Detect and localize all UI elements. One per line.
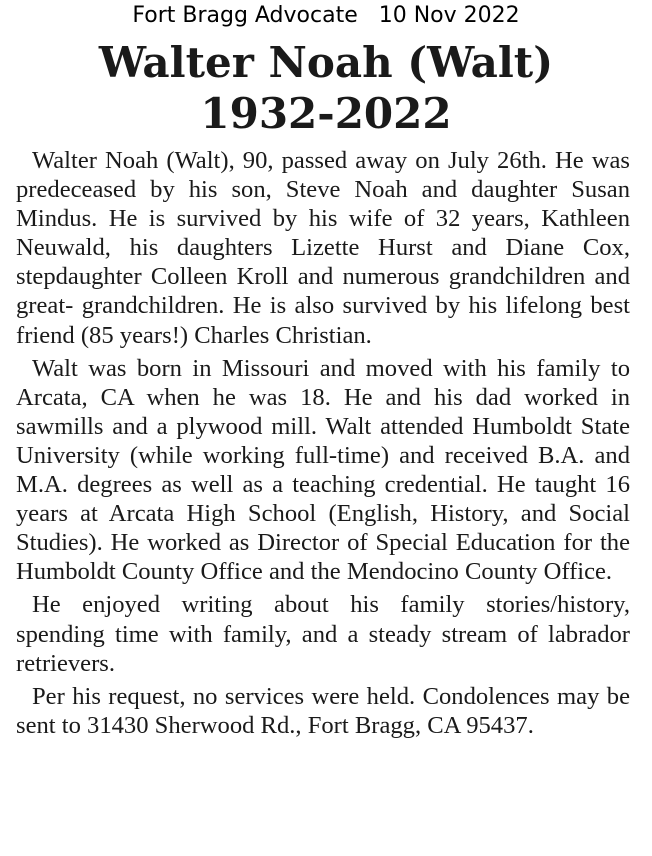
obituary-paragraph-career: Walt was born in Missouri and moved with his family to Arcata, CA when he was 18. He and his dad worked in sawmills and a plywood mill. Walt attended Humboldt State University (while working full-time) and received B.A. and M.A. degrees as well as a teaching credential. He taught 16 years at Arcata High School (English, History, and Social Studies). He worked as Director of Special Education for the Humboldt County Office and the Mendocino County Office. [16,354,630,586]
obituary-name: Walter Noah (Walt) [98,38,554,87]
obituary-paragraph-interests: He enjoyed writing about his family stories/history, spending time with family, and a steady stream of labrador retrievers. [16,591,630,677]
obituary-body [16,146,630,740]
publication-name: Fort Bragg Advocate [132,3,358,28]
obituary-years: 1932-2022 [200,89,452,138]
publication-header [0,2,652,30]
obituary-paragraph-family: Walter Noah (Walt), 90, passed away on July 26th. He was predeceased by his son, Steve Noah and daughter Susan Mindus. He is survived by his wife of 32 years, Kathleen Neuwald, his daughters Lizette Hurst and Diane Cox, stepdaughter Colleen Kroll and numerous grandchildren and great- grandchildren. He is also survived by his lifelong best friend (85 years!) Charles Christian. [16,147,630,349]
obituary-paragraph-services: Per his request, no services were held. Condolences may be sent to 31430 Sherwood Rd., Fort Bragg, CA 95437. [16,682,630,739]
publication-date: 10 Nov 2022 [378,3,520,28]
